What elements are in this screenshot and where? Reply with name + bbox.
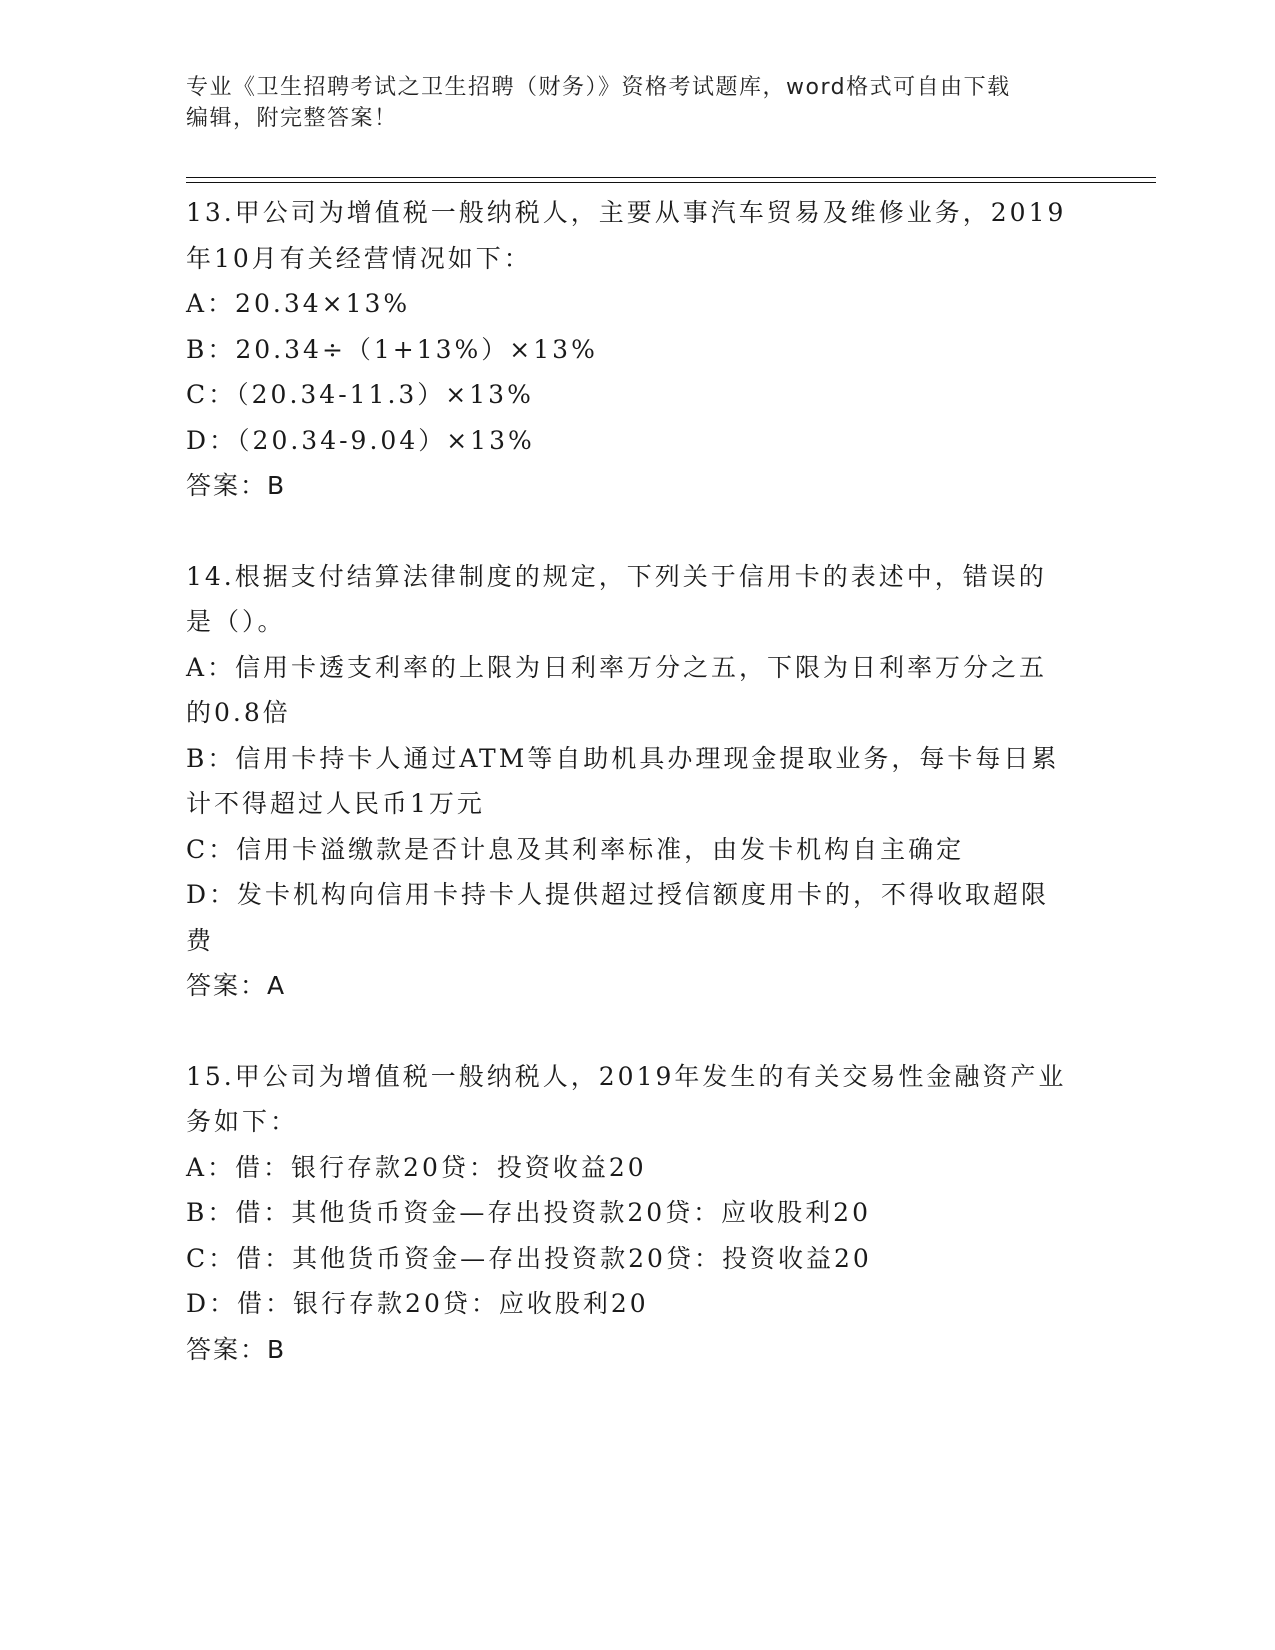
option-a	[186, 645, 1086, 736]
option-text: B：20.34÷（1+13%）×13%	[186, 334, 598, 364]
question-stem	[186, 190, 1086, 281]
option-text: A：借：银行存款20贷：投资收益20	[186, 1152, 647, 1182]
option-text: C：信用卡溢缴款是否计息及其利率标准，由发卡机构自主确定	[186, 834, 965, 864]
option-text: A：信用卡透支利率的上限为日利率万分之五，下限为日利率万分之五	[186, 652, 1048, 682]
option-b	[186, 327, 1086, 373]
header-line-1: 专业《卫生招聘考试之卫生招聘（财务）》资格考试题库，word格式可自由下载	[186, 75, 1011, 100]
option-text: C：借：其他货币资金—存出投资款20贷：投资收益20	[186, 1243, 872, 1273]
option-d	[186, 418, 1086, 464]
answer-line: 答案：A	[186, 971, 287, 1000]
option-c	[186, 372, 1086, 418]
question-13	[186, 190, 1086, 509]
option-text: D：（20.34-9.04）×13%	[186, 425, 535, 455]
header-line-2: 编辑，附完整答案！	[186, 106, 398, 131]
option-text-continued: 的0.8倍	[186, 698, 291, 727]
answer-line: 答案：B	[186, 471, 287, 500]
header-divider-top	[186, 177, 1156, 178]
option-b	[186, 736, 1086, 827]
question-14	[186, 554, 1086, 1009]
question-stem-line: 15.甲公司为增值税一般纳税人，2019年发生的有关交易性金融资产业	[186, 1061, 1067, 1091]
question-stem-line: 14.根据支付结算法律制度的规定，下列关于信用卡的表述中，错误的	[186, 561, 1047, 591]
option-text-continued: 计不得超过人民币1万元	[186, 789, 485, 818]
option-text: A：20.34×13%	[186, 289, 411, 318]
option-d	[186, 872, 1086, 963]
question-stem-line: 年10月有关经营情况如下：	[186, 243, 532, 273]
header-divider-bottom	[186, 182, 1156, 183]
option-d	[186, 1281, 1086, 1327]
question-stem	[186, 1054, 1086, 1145]
answer-line: 答案：B	[186, 1334, 287, 1364]
option-c	[186, 1236, 1086, 1282]
question-stem	[186, 554, 1086, 645]
option-text-continued: 费	[186, 925, 215, 955]
question-stem-line: 13.甲公司为增值税一般纳税人，主要从事汽车贸易及维修业务，2019	[186, 198, 1067, 227]
option-text: D：发卡机构向信用卡持卡人提供超过授信额度用卡的，不得收取超限	[186, 880, 1050, 909]
document-header	[186, 72, 1086, 134]
option-c	[186, 827, 1086, 873]
option-text: C：（20.34-11.3）×13%	[186, 380, 534, 409]
question-list	[186, 190, 1086, 1372]
option-text: D：借：银行存款20贷：应收股利20	[186, 1289, 649, 1318]
option-text: B：信用卡持卡人通过ATM等自助机具办理现金提取业务，每卡每日累	[186, 743, 1060, 773]
question-stem-line: 务如下：	[186, 1107, 299, 1136]
question-stem-line: 是（）。	[186, 607, 286, 636]
question-15	[186, 1054, 1086, 1373]
option-a	[186, 281, 1086, 327]
option-a	[186, 1145, 1086, 1191]
option-text: B：借：其他货币资金—存出投资款20贷：应收股利20	[186, 1198, 871, 1227]
option-b	[186, 1190, 1086, 1236]
